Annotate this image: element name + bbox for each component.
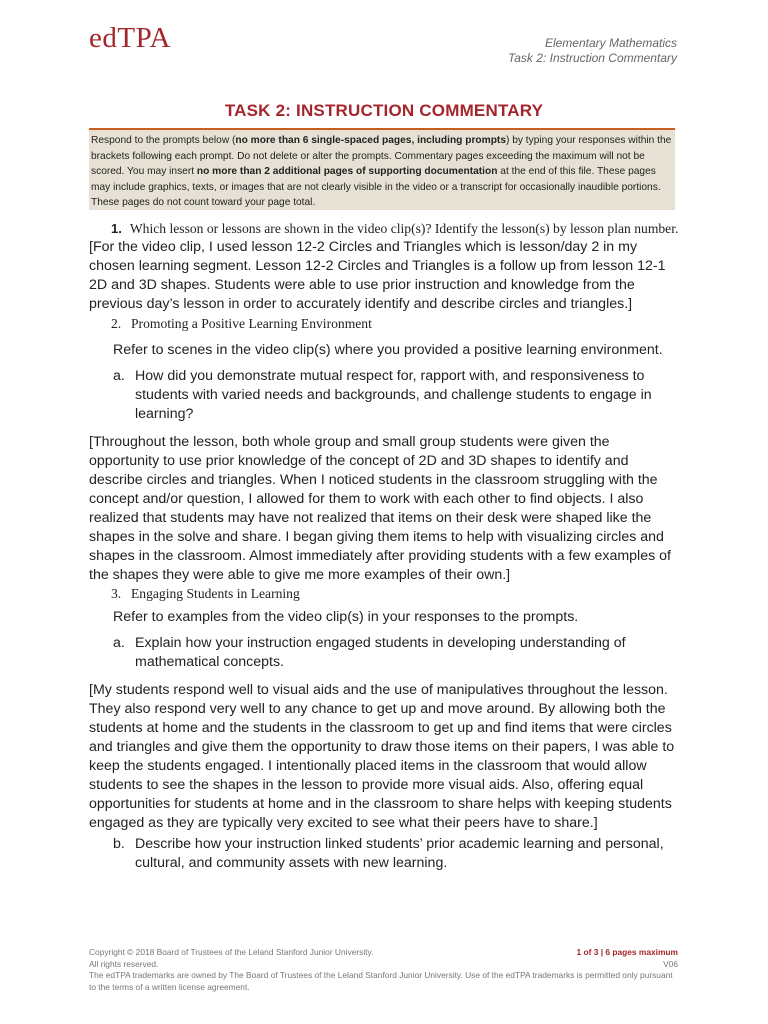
prompt-3a — [89, 634, 681, 672]
rights-text: All rights reserved. — [89, 958, 159, 969]
page-title: TASK 2: INSTRUCTION COMMENTARY — [224, 101, 544, 120]
document-header — [508, 36, 677, 66]
instructions-bold-1: no more than 6 single-spaced pages, including prompts — [235, 135, 506, 146]
prompt-3-heading — [89, 585, 681, 603]
task-label: Task 2: Instruction Commentary — [508, 51, 677, 65]
page-footer — [89, 947, 678, 993]
prompt-3b-label: b. — [113, 836, 125, 852]
prompt-2a-text: How did you demonstrate mutual respect for, rapport with, and responsiveness to students with varied needs and backgrounds, and challenge students to engage in learning? — [135, 368, 652, 422]
instructions-box — [89, 128, 675, 210]
prompt-3-intro: Refer to examples from the video clip(s) in your responses to the prompts. — [113, 609, 579, 625]
instructions-text-2: ) by typing your responses within the brackets following each prompt. Do not delete or alter the prompts. Commentary pages exceeding the maximum will not be scored. You may insert — [91, 135, 672, 178]
trademark-text: The edTPA trademarks are owned by The Board of Trustees of the Leland Stanford Junior University. Use of the edTPA trademarks is permitted only pursuant to the terms of a written license agreement. — [89, 970, 673, 992]
prompt-3a-label: a. — [113, 635, 125, 651]
prompt-3-title: Engaging Students in Learning — [131, 586, 300, 601]
version-label: V06 — [663, 958, 678, 969]
prompt-1-number: 1. — [111, 221, 122, 236]
prompt-3b-text: Describe how your instruction linked students’ prior academic learning and personal, cultural, and community assets with new learning. — [135, 836, 664, 871]
response-1[interactable]: [For the video clip, I used lesson 12-2 Circles and Triangles which is lesson/day 2 in my chosen learning segment. Lesson 12-2 Circles and Triangles is a follow up from lesson 12-1 2D and 3D shapes. Students were able to use prior instruction and knowledge from the previous day’s lesson in order to accurately identify and describe circles and triangles.] — [89, 239, 666, 312]
page-count: 1 of 3 | 6 pages maximum — [576, 947, 678, 957]
prompt-2-number: 2. — [111, 316, 122, 331]
prompt-2-title: Promoting a Positive Learning Environment — [131, 316, 372, 331]
response-2a[interactable]: [Throughout the lesson, both whole group and small group students were given the opportunity to use prior knowledge of the concept of 2D and 3D shapes to identify and describe circles and triangles. When I noticed students in the classroom struggling with the concept and/or question, I allowed for them to work with each other to find objects. I also realized that students may have not realized that items on their desk were shaped like the shapes in the solve and share. I began giving them items to help with visualizing circles and shapes in the classroom. Almost immediately after providing students with a few examples of the shapes they were able to give me more examples of their own.] — [89, 434, 671, 583]
edtpa-logo: edTPA — [89, 22, 171, 54]
instructions-text-1: Respond to the prompts below ( — [91, 135, 236, 146]
prompt-2a — [89, 367, 681, 424]
copyright-text: Copyright © 2018 Board of Trustees of the Leland Stanford Junior University. — [89, 947, 374, 957]
commentary-body — [89, 220, 681, 873]
instructions-text-3: at the end of this file. These pages may include graphics, texts, or images that are not clearly visible in the video or a transcript for occasionally inaudible portions. These pages do not count toward your page total. — [91, 166, 661, 209]
prompt-2a-label: a. — [113, 368, 125, 384]
prompt-1 — [89, 220, 681, 238]
prompt-3-number: 3. — [111, 586, 122, 601]
prompt-2-intro: Refer to scenes in the video clip(s) where you provided a positive learning environment. — [113, 342, 663, 358]
instructions-bold-2: no more than 2 additional pages of supporting documentation — [196, 166, 498, 178]
prompt-3b — [89, 835, 681, 873]
prompt-3a-text: Explain how your instruction engaged students in developing understanding of mathematical concepts. — [135, 635, 626, 670]
subject-label: Elementary Mathematics — [544, 36, 677, 50]
prompt-2-heading — [89, 315, 681, 333]
prompt-1-text: Which lesson or lessons are shown in the video clip(s)? Identify the lesson(s) by lesson plan number. — [129, 221, 679, 236]
response-3a[interactable]: [My students respond well to visual aids and the use of manipulatives throughout the lesson. They also respond very well to any chance to get up and move around. By allowing both the students at home and the students in the classroom to get up and find items that were circles and triangles and give them the opportunity to draw those items on their papers, I was able to keep the students engaged. I intentionally placed items in the classroom that would allow students to see the shapes in the lesson to provide more visual aids. Also, offering equal opportunities for students at home and in the classroom to share helps with keeping students engaged as they are typically very excited to see what their peers have to share.] — [89, 682, 675, 831]
